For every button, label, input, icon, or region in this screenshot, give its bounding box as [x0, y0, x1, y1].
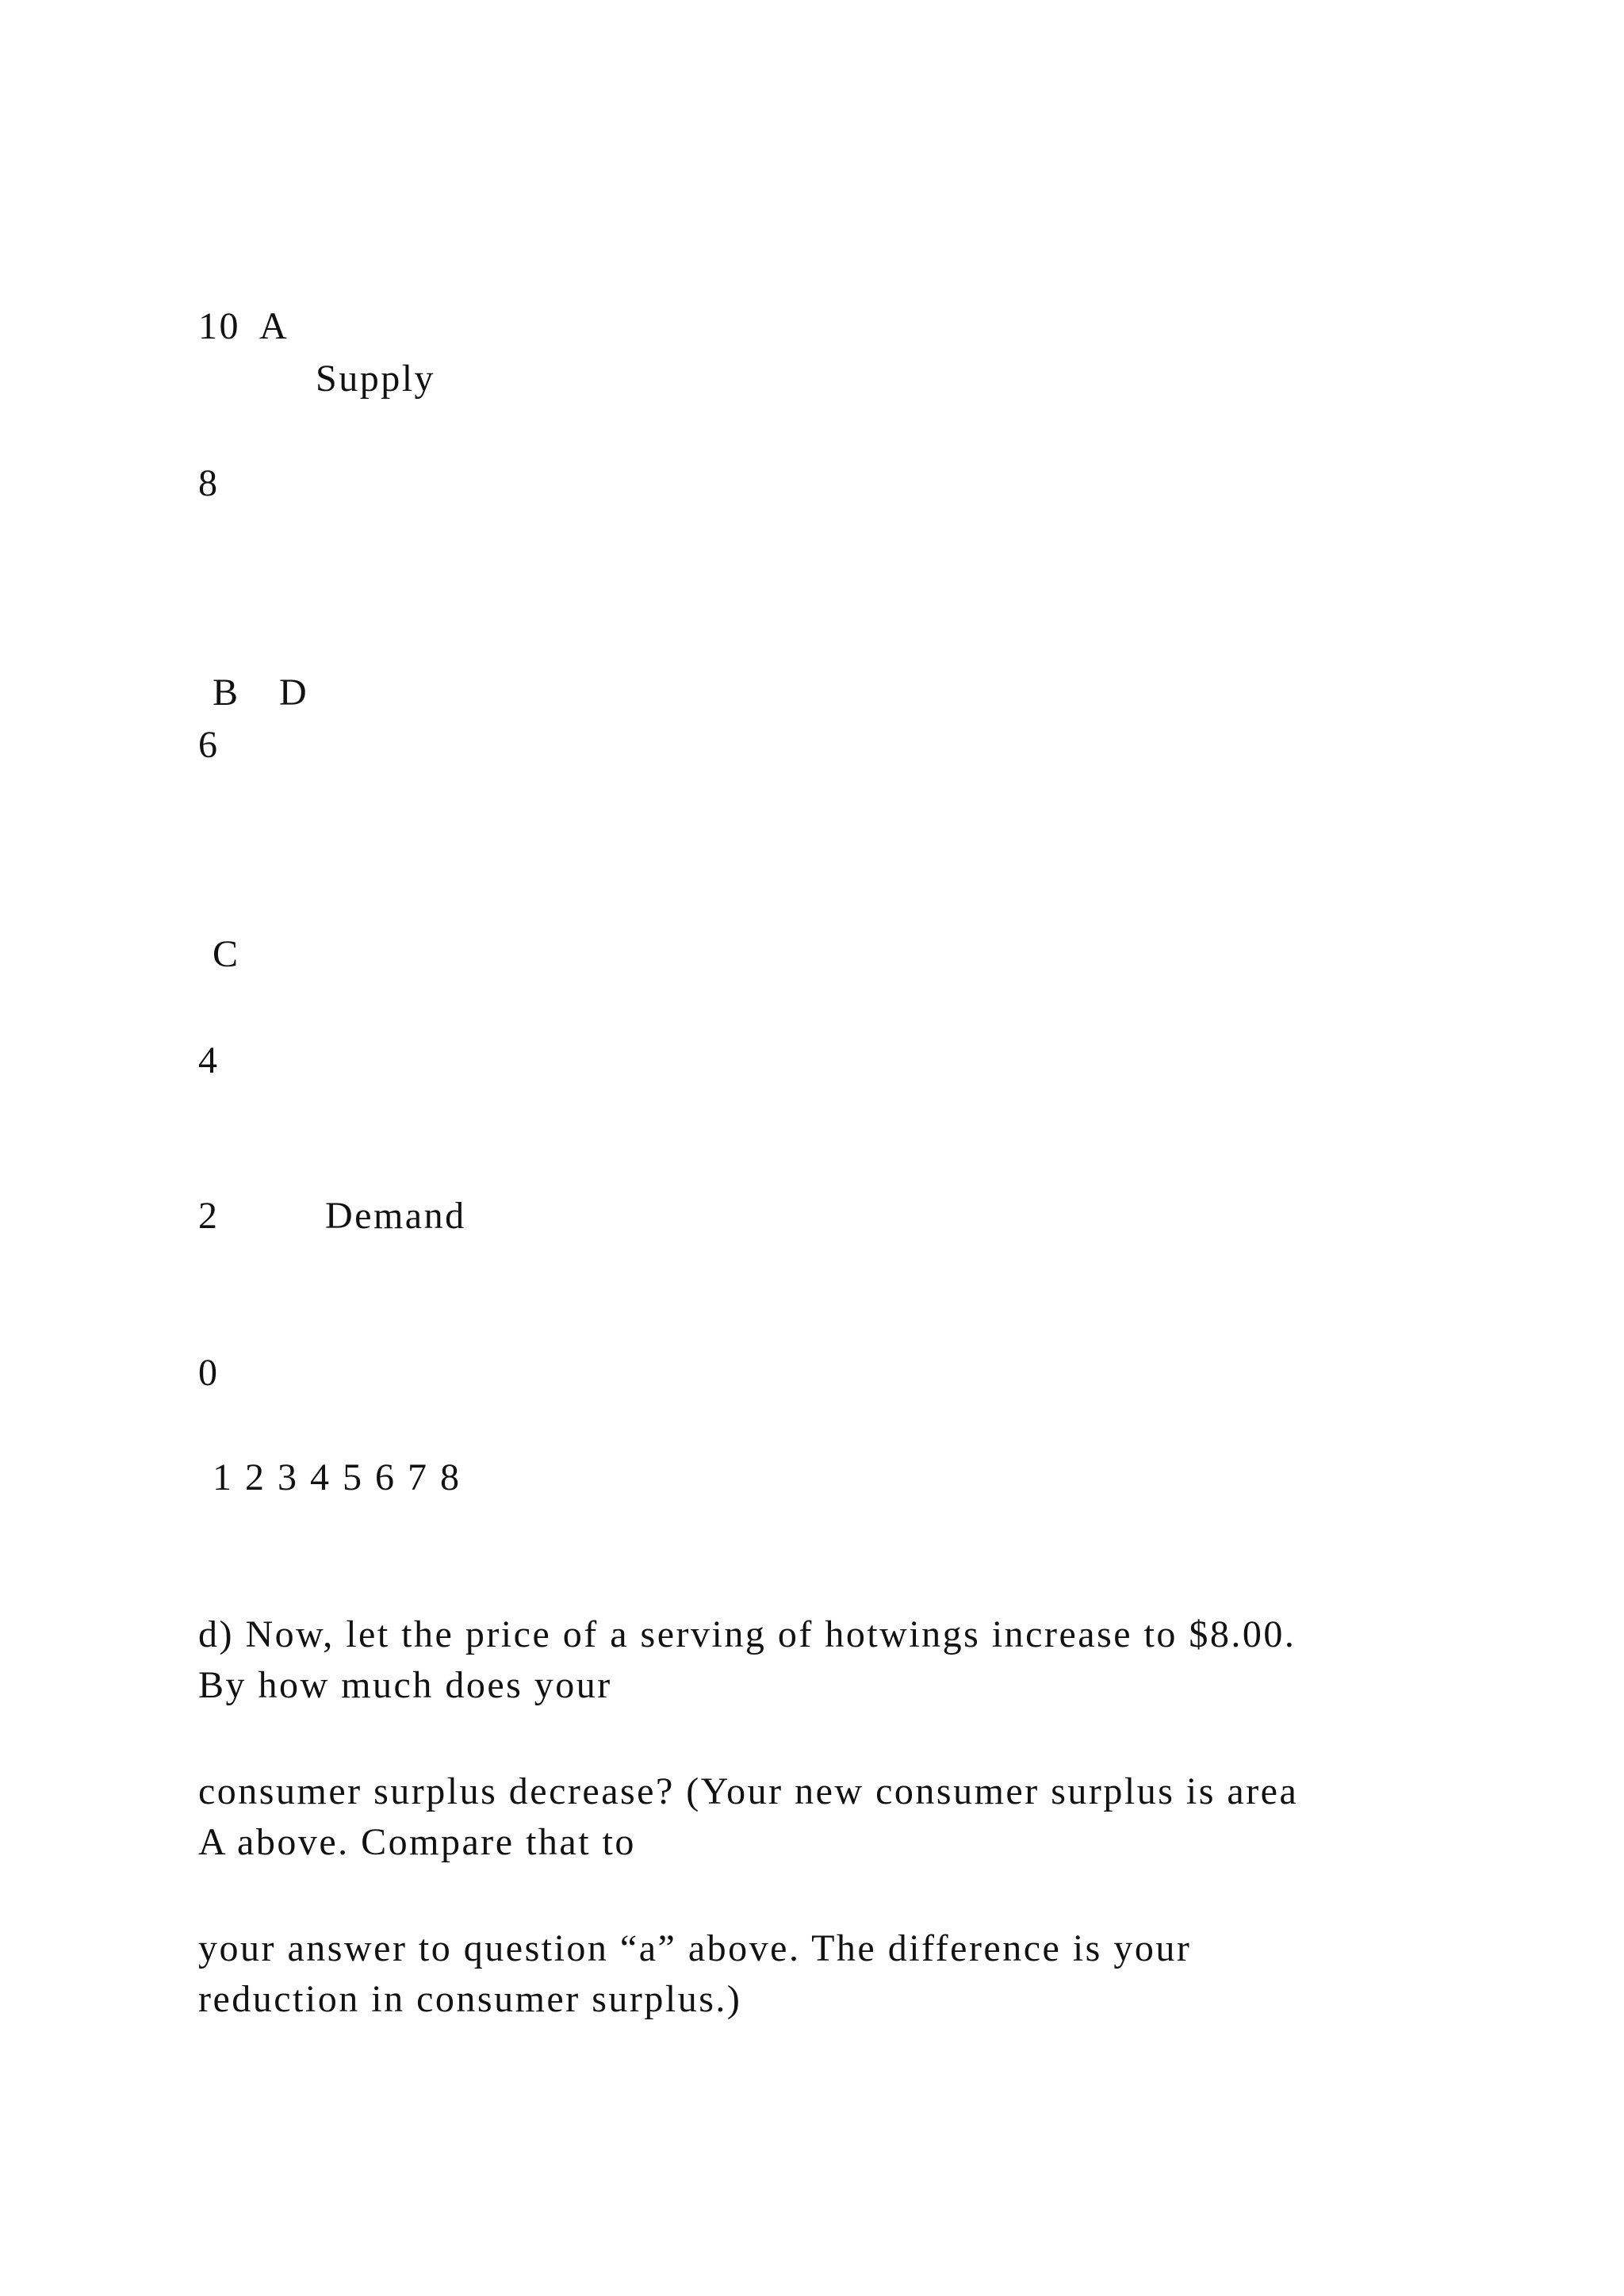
question-d-line-4: A above. Compare that to	[198, 1821, 636, 1863]
question-d-paragraph-2	[198, 1766, 1483, 1868]
question-d-line-6: reduction in consumer surplus.)	[198, 1978, 742, 2020]
question-d-line-5: your answer to question “a” above. The difference is your	[198, 1927, 1192, 1969]
area-label-c: C	[213, 933, 240, 975]
area-label-b: B	[213, 672, 240, 714]
question-d-line-1: d) Now, let the price of a serving of hotwings increase to $8.00.	[198, 1613, 1297, 1655]
y-axis-label-0: 0	[198, 1352, 220, 1394]
y-axis-label-4: 4	[198, 1039, 220, 1081]
area-label-d: D	[279, 672, 309, 714]
y-axis-label-8: 8	[198, 462, 220, 504]
question-d-paragraph-3	[198, 1923, 1483, 2025]
supply-curve-label: Supply	[316, 358, 436, 400]
y-axis-label-6: 6	[198, 724, 220, 766]
demand-curve-label: Demand	[325, 1195, 466, 1237]
question-d-paragraph-1	[198, 1609, 1483, 1711]
question-d-line-3: consumer surplus decrease? (Your new consumer surplus is area	[198, 1770, 1299, 1812]
question-d-line-2: By how much does your	[198, 1664, 612, 1706]
area-label-a: A	[259, 305, 289, 347]
x-axis-labels: 1 2 3 4 5 6 7 8	[213, 1456, 462, 1498]
y-axis-label-10: 10	[198, 305, 240, 347]
y-axis-label-2: 2	[198, 1195, 220, 1237]
